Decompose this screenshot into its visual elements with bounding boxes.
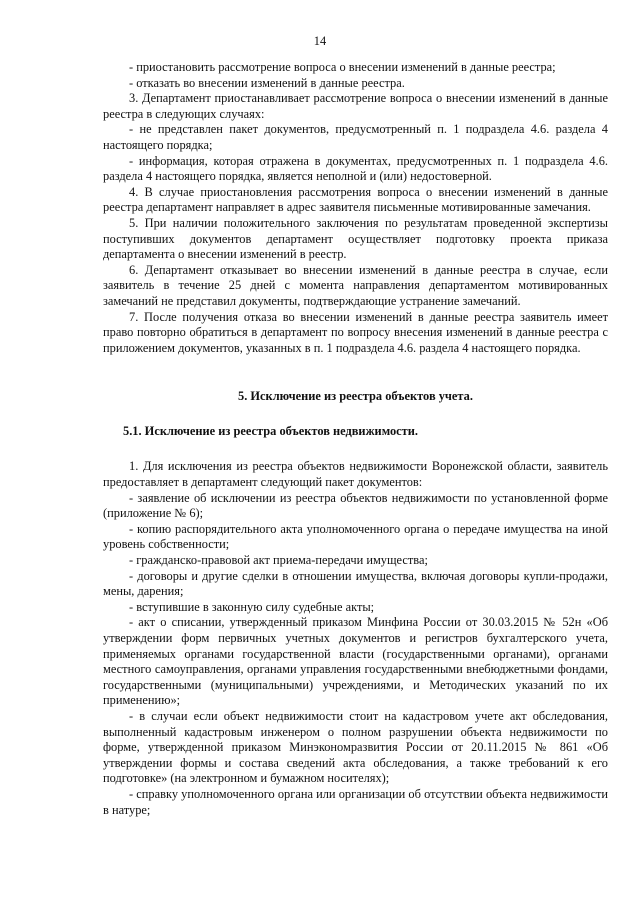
paragraph: - не представлен пакет документов, предусмотренный п. 1 подраздела 4.6. раздела 4 настоящего порядка; [103, 122, 608, 152]
page-number: 14 [313, 34, 327, 48]
list-item: - акт о списании, утвержденный приказом Минфина России от 30.03.2015 № 52н «Об утверждении форм первичных учетных документов и регистров бухгалтерского учета, применяемых органами государственной власти (государственными органами), органами местного самоуправления, органами управления государственными внебюджетными фондами, государственными (муниципальными) учреждениями, и Методических указаний по их применению»; [103, 615, 608, 708]
paragraph: 3. Департамент приостанавливает рассмотрение вопроса о внесении изменений в данные реестра в следующих случаях: [103, 91, 608, 121]
paragraph: 5. При наличии положительного заключения по результатам проведенной экспертизы поступивших документов департамент осуществляет подготовку проекта приказа департамента о внесении изменений в реестр. [103, 215, 608, 262]
paragraph: - отказать во внесении изменений в данные реестра. [129, 75, 405, 90]
paragraph: 1. Для исключения из реестра объектов недвижимости Воронежской области, заявитель предоставляет в департамент следующий пакет документов: [103, 459, 608, 490]
paragraph: 4. В случае приостановления рассмотрения вопроса о внесении изменений в данные реестра департамент направляет в адрес заявителя письменные мотивированные замечания. [103, 184, 608, 215]
list-item: - вступившие в законную силу судебные акты; [129, 599, 375, 614]
paragraph: - приостановить рассмотрение вопроса о внесении изменений в данные реестра; [129, 60, 556, 74]
list-item: - копию распорядительного акта уполномоченного органа о передаче имущества на иной уровень собственности; [103, 521, 608, 552]
list-item: - заявление об исключении из реестра объектов недвижимости по установленной форме (приложение № 6); [103, 490, 608, 521]
subsection-heading: 5.1. Исключение из реестра объектов недвижимости. [123, 423, 418, 438]
document-body [103, 60, 608, 818]
paragraph: 6. Департамент отказывает во внесении изменений в данные реестра в случае, если заявитель в течение 25 дней с момента направления департаментом мотивированных замечаний не представил документы, подтверждающие устранение замечаний. [103, 262, 608, 308]
list-item: - договоры и другие сделки в отношении имущества, включая договоры купли-продажи, мены, дарения; [103, 568, 608, 599]
section-heading: 5. Исключение из реестра объектов учета. [238, 389, 473, 404]
list-item: - в случаи если объект недвижимости стоит на кадастровом учете акт обследования, выполненный кадастровым инженером о полном разрушении объекта недвижимости по форме, утвержденной приказом Минэкономразвития России от 20.11.2015 № 861 «Об утверждении формы и состава сведений акта обследования, а также требований к его подготовке» (на электронном и бумажном носителях); [103, 708, 608, 786]
list-item: - справку уполномоченного органа или организации об отсутствии объекта недвижимости в натуре; [103, 786, 608, 817]
paragraph: 7. После получения отказа во внесении изменений в данные реестра заявитель имеет право повторно обратиться в департамент по вопросу внесения изменений в данные реестра с приложением документов, указанных в п. 1 подраздела 4.6. раздела 4 настоящего порядка. [103, 309, 608, 355]
paragraph: - информация, которая отражена в документах, предусмотренных п. 1 подраздела 4.6. раздела 4 настоящего порядка, является неполной и (или) недостоверной. [103, 153, 608, 184]
list-item: - гражданско-правовой акт приема-передачи имущества; [129, 553, 428, 568]
